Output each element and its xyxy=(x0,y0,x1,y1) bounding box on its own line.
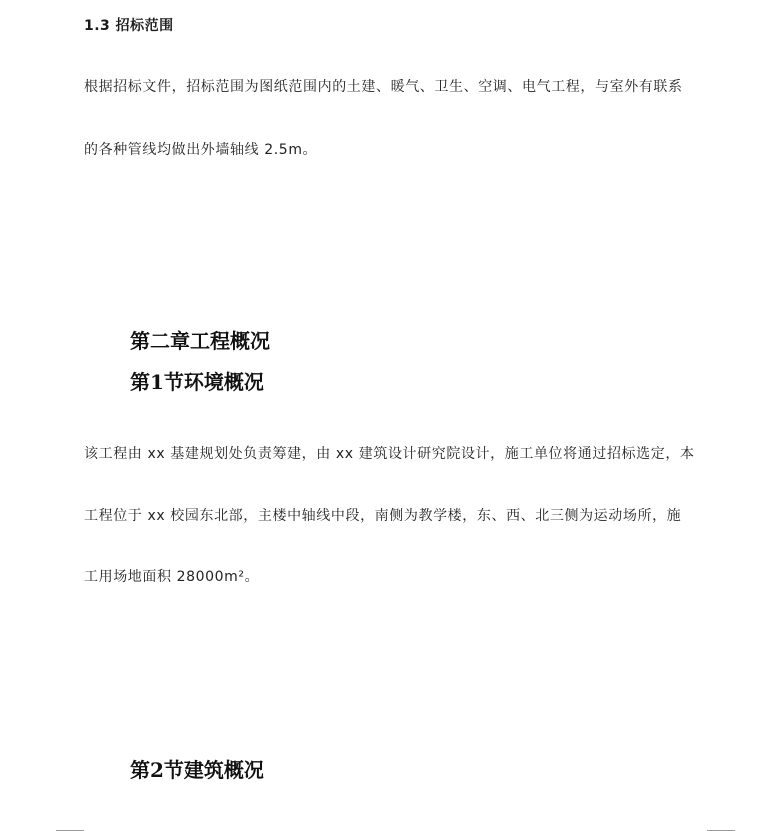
section-title-environment: 第1节环境概况 xyxy=(130,370,264,394)
paragraph-line: 的各种管线均做出外墙轴线 2.5m。 xyxy=(84,142,318,158)
section-heading-bidding-scope: 1.3 招标范围 xyxy=(84,18,174,34)
chapter-title: 第二章工程概况 xyxy=(130,329,270,353)
paragraph-line: 工程位于 xx 校园东北部，主楼中轴线中段，南侧为教学楼，东、西、北三侧为运动场所，施 xyxy=(84,508,682,524)
paragraph-line: 工用场地面积 28000m²。 xyxy=(84,569,260,585)
section-title-building: 第2节建筑概况 xyxy=(130,758,264,782)
paragraph-line: 该工程由 xx 基建规划处负责筹建，由 xx 建筑设计研究院设计，施工单位将通过招标选定，本 xyxy=(84,446,695,462)
paragraph-line: 根据招标文件，招标范围为图纸范围内的土建、暖气、卫生、空调、电气工程，与室外有联系 xyxy=(84,79,683,95)
